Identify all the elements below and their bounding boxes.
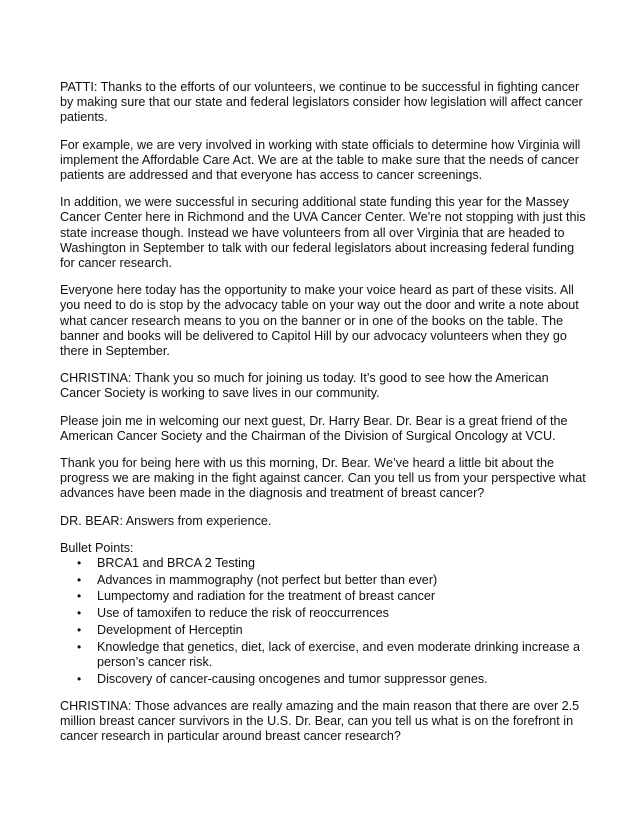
paragraph-patti-volunteers: PATTI: Thanks to the efforts of our volunteers, we continue to be successful in fighting cancer by making sure that our state and federal legislators consider how legislation will affect cancer patients. — [60, 80, 583, 125]
paragraph-christina-thanks: CHRISTINA: Thank you so much for joining us today. It’s good to see how the American Cancer Society is working to save lives in our community. — [60, 371, 549, 401]
list-item — [60, 606, 590, 621]
paragraph-advocacy-table: Everyone here today has the opportunity to make your voice heard as part of these visits. All you need to do is stop by the advocacy table on your way out the door and write a note about what cancer research means to you on the banner or in one of the books on the table. The banner and books will be delivered to Capitol Hill by our advocacy volunteers when they go there in September. — [60, 283, 579, 359]
list-item — [60, 589, 590, 604]
paragraph-christina-closing: CHRISTINA: Those advances are really amazing and the main reason that there are over 2.5 million breast cancer survivors in the U.S. Dr. Bear, can you tell us what is on the forefront in cancer research in particular around breast cancer research? — [60, 698, 580, 744]
bullet-points-heading: Bullet Points: — [60, 540, 134, 555]
list-item-text: Knowledge that genetics, diet, lack of exercise, and even moderate drinking increase a person’s cancer risk. — [97, 639, 581, 669]
paragraph-state-funding: In addition, we were successful in securing additional state funding this year for the Massey Cancer Center here in Richmond and the UVA Cancer Center. We're not stopping with just this state increase though. Instead we have volunteers from all over Virginia that are headed to Washington in September to talk with our federal legislators about increasing federal funding for cancer research. — [60, 195, 586, 271]
paragraph-welcome-dr-bear: Please join me in welcoming our next guest, Dr. Harry Bear. Dr. Bear is a great friend of the American Cancer Society and the Chairman of the Division of Surgical Oncology at VCU. — [60, 413, 568, 443]
list-item-text: Use of tamoxifen to reduce the risk of reoccurrences — [97, 606, 389, 621]
bullet-icon: • — [77, 622, 82, 637]
bullet-icon: • — [77, 671, 82, 686]
list-item-text: Discovery of cancer-causing oncogenes and tumor suppressor genes. — [97, 671, 488, 686]
bullet-icon: • — [77, 606, 82, 621]
list-item — [60, 623, 590, 638]
list-item-text: Advances in mammography (not perfect but better than ever) — [97, 572, 438, 587]
paragraph-dr-bear-answer: DR. BEAR: Answers from experience. — [60, 513, 272, 528]
bullet-list — [60, 556, 590, 687]
document-page — [60, 80, 590, 756]
list-item-text: BRCA1 and BRCA 2 Testing — [97, 556, 255, 571]
bullet-icon: • — [77, 572, 82, 587]
paragraph-affordable-care-act: For example, we are very involved in working with state officials to determine how Virginia will implement the Affordable Care Act. We are at the table to make sure that the needs of cancer patients are addressed and that everyone has access to cancer screenings. — [60, 137, 581, 183]
bullet-icon: • — [77, 589, 82, 604]
bullet-icon: • — [77, 556, 82, 571]
list-item — [60, 672, 590, 687]
list-item-text: Development of Herceptin — [97, 622, 243, 637]
list-item — [60, 573, 590, 588]
list-item — [60, 556, 590, 571]
list-item-text: Lumpectomy and radiation for the treatment of breast cancer — [97, 589, 436, 604]
paragraph-question-advances: Thank you for being here with us this morning, Dr. Bear. We’ve heard a little bit about the progress we are making in the fight against cancer. Can you tell us from your perspective what advances have been made in the diagnosis and treatment of breast cancer? — [60, 456, 586, 501]
bullet-icon: • — [77, 639, 82, 654]
list-item — [60, 640, 590, 670]
